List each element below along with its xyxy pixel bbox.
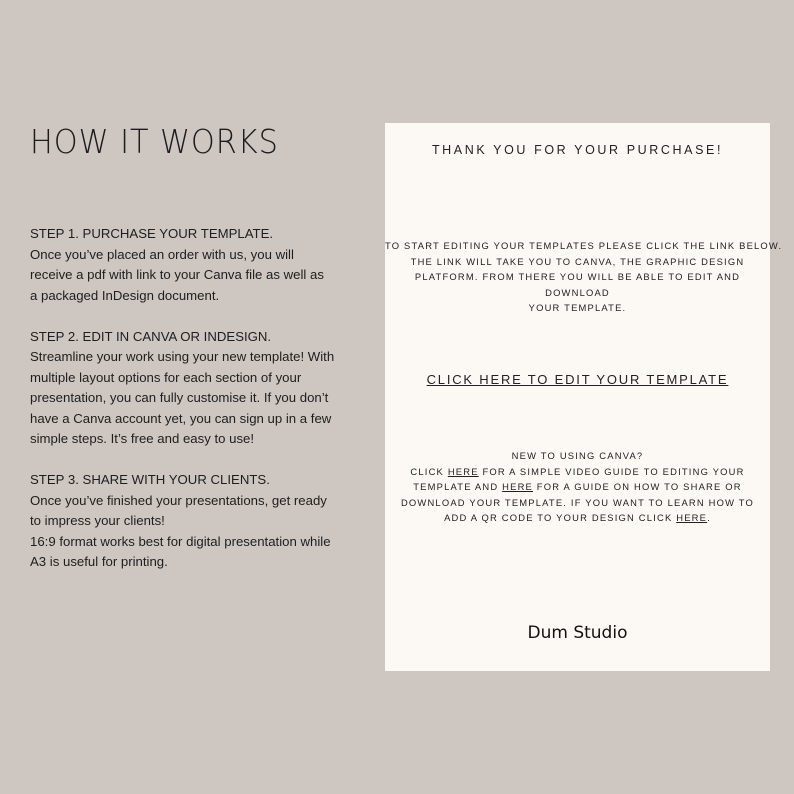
purchase-card: [385, 123, 783, 671]
brand-name: Dum Studio: [527, 623, 628, 643]
instruction-line: PLATFORM. FROM THERE YOU WILL BE ABLE TO EDIT AND: [414, 271, 741, 282]
step-line: Once you’ve placed an order with us, you will: [30, 246, 294, 262]
qr-code-guide-link[interactable]: HERE: [676, 512, 708, 523]
step-1: [30, 224, 365, 306]
step-heading: STEP 2. EDIT IN CANVA OR INDESIGN.: [30, 328, 272, 344]
instruction-line: THE LINK WILL TAKE YOU TO CANVA, THE GRAPHIC DESIGN: [410, 255, 745, 267]
step-line: presentation, you can fully customise it. If you don’t: [30, 390, 329, 405]
step-line: Streamline your work using your new template! With: [30, 349, 335, 364]
step-line: 16:9 format works best for digital presentation while: [30, 533, 331, 549]
step-line: a packaged InDesign document.: [30, 287, 220, 303]
help-text: CLICK: [410, 465, 448, 477]
step-3: [30, 470, 365, 573]
step-heading: STEP 3. SHARE WITH YOUR CLIENTS.: [30, 472, 270, 487]
instruction-line: DOWNLOAD: [545, 286, 610, 298]
help-text: ADD A QR CODE TO YOUR DESIGN CLICK: [444, 512, 677, 523]
step-line: multiple layout options for each section of your: [30, 369, 302, 385]
edit-instructions: [385, 238, 783, 316]
help-line-1: [385, 464, 770, 480]
help-line-3: DOWNLOAD YOUR TEMPLATE. IF YOU WANT TO LEARN HOW TO: [400, 496, 755, 508]
help-line-4: [385, 510, 770, 526]
help-heading: NEW TO USING CANVA?: [511, 450, 644, 461]
help-text: TEMPLATE AND: [413, 481, 503, 492]
help-text: FOR A SIMPLE VIDEO GUIDE TO EDITING YOUR: [478, 465, 745, 477]
canva-help: [385, 448, 770, 526]
step-line: receive a pdf with link to your Canva file as well as: [30, 267, 324, 282]
page-title: HOW IT WORKS: [30, 122, 279, 161]
step-line: A3 is useful for printing.: [30, 554, 168, 569]
help-line-2: [385, 479, 770, 495]
step-line: to impress your clients!: [30, 513, 165, 528]
step-line: have a Canva account yet, you can sign up in a few: [30, 410, 332, 426]
share-guide-link[interactable]: HERE: [502, 481, 533, 492]
steps-list: [30, 224, 365, 593]
step-line: simple steps. It’s free and easy to use!: [30, 431, 255, 446]
video-guide-link[interactable]: HERE: [447, 465, 479, 477]
step-line: Once you’ve finished your presentations, get ready: [30, 492, 327, 508]
thank-you-heading: THANK YOU FOR YOUR PURCHASE!: [431, 143, 724, 157]
help-text: .: [707, 512, 711, 523]
step-2: [30, 327, 365, 450]
edit-template-link[interactable]: CLICK HERE TO EDIT YOUR TEMPLATE: [426, 372, 729, 387]
help-text: FOR A GUIDE ON HOW TO SHARE OR: [533, 481, 742, 492]
step-heading: STEP 1. PURCHASE YOUR TEMPLATE.: [30, 226, 274, 241]
instruction-line: TO START EDITING YOUR TEMPLATES PLEASE CLICK THE LINK BELOW.: [385, 240, 783, 251]
instruction-line: YOUR TEMPLATE.: [528, 302, 627, 313]
